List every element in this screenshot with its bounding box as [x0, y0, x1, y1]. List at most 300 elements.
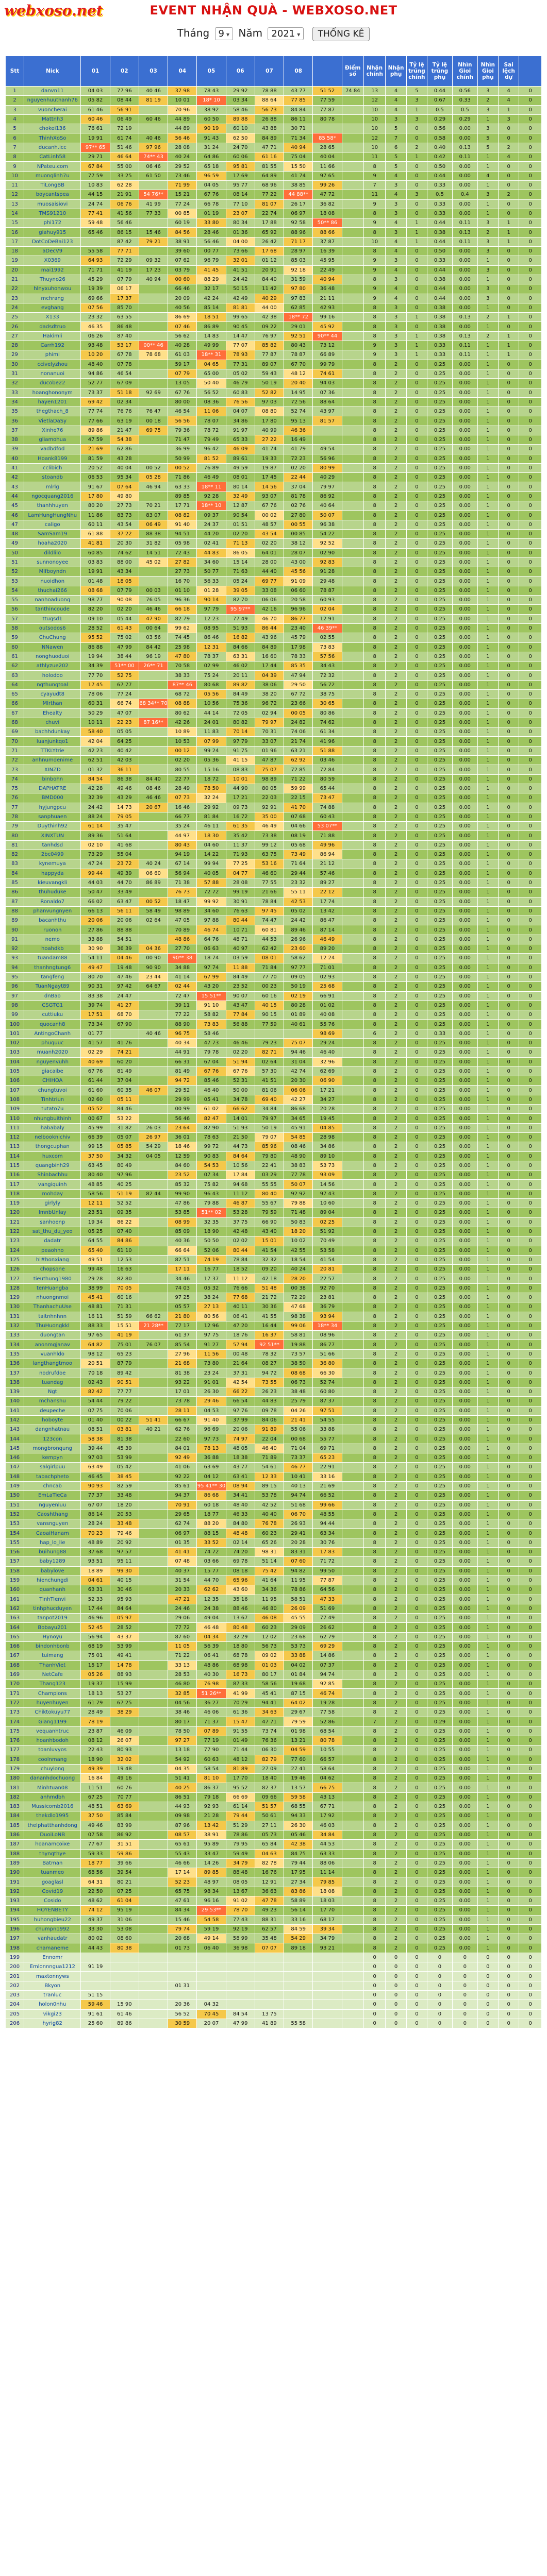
nick-link[interactable]: kieuvangkli [24, 878, 81, 887]
nick-link[interactable]: vansnguyen [24, 1519, 81, 1529]
nick-link[interactable]: tuandam88 [24, 954, 81, 963]
prediction-cell: 40 97 [226, 944, 255, 954]
nick-link[interactable]: quanhanh [24, 1585, 81, 1595]
nick-link[interactable]: Giang1199 [24, 1717, 81, 1726]
nick-link[interactable]: langthangtmoo [24, 1359, 81, 1368]
nick-link[interactable]: DAPHATRE [24, 784, 81, 793]
nick-link[interactable]: outsodos6 [24, 623, 81, 633]
nick-link[interactable]: nodrufdoe [24, 1368, 81, 1378]
stat-cell: 2 [386, 680, 406, 689]
nick-link[interactable]: Duythinh92 [24, 822, 81, 831]
stat-cell: 8 [363, 473, 385, 482]
nick-link[interactable]: tenHuangba [24, 1283, 81, 1293]
month-select[interactable] [215, 27, 233, 40]
prediction-cell: 24 82 [284, 718, 313, 727]
nick-link[interactable]: nelbooknichiv [24, 1132, 81, 1142]
nick-link[interactable]: boycantspea [24, 190, 81, 199]
nick-link[interactable]: NNawen [24, 642, 81, 652]
stat-cell [342, 454, 363, 463]
stat-cell: 1 [477, 878, 498, 887]
nick-link[interactable]: babylove [24, 1566, 81, 1575]
prediction-cell: 50 19 [255, 379, 284, 388]
nick-link[interactable]: kynemuya [24, 859, 81, 869]
prediction-cell [168, 1972, 197, 1981]
nick-link[interactable]: happyda [24, 869, 81, 878]
stat-cell: 0.25 [427, 1105, 453, 1114]
prediction-cell: 68 17 [313, 1915, 342, 1924]
nick-link[interactable]: Minhtuan08 [24, 1783, 81, 1792]
prediction-cell: 23 64 [168, 1123, 197, 1132]
nick-link[interactable]: TTKLYtrie [24, 746, 81, 755]
nick-link[interactable]: EmLaTieCa [24, 1491, 81, 1500]
nick-link[interactable]: toanluvyos [24, 1745, 81, 1755]
nick-link[interactable]: LamHungHungNhu [24, 511, 81, 520]
nick-link[interactable]: baby1289 [24, 1557, 81, 1566]
nick-link[interactable]: bindonhbonb [24, 1641, 81, 1651]
nick-link[interactable]: thyngthye [24, 1849, 81, 1858]
nick-link[interactable]: cclibich [24, 463, 81, 472]
nick-link[interactable]: cuttiuku [24, 1010, 81, 1020]
nick-link[interactable]: holodoo [24, 671, 81, 680]
nick-link[interactable]: vikgi23 [24, 2009, 81, 2019]
nick-link[interactable]: thanhngtung6 [24, 963, 81, 972]
nick-link[interactable]: NPateu.com [24, 162, 81, 171]
nick-link[interactable]: tabachpheto [24, 1472, 81, 1481]
nick-link[interactable]: dadsdtruo [24, 322, 81, 331]
nick-link[interactable]: stoandb [24, 473, 81, 482]
nick-link[interactable]: coolnmang [24, 1755, 81, 1764]
stat-cell: 0.00 [452, 1161, 477, 1170]
nick-link[interactable]: giacaibe [24, 1066, 81, 1076]
nick-link[interactable]: ttugsd1 [24, 614, 81, 623]
prediction-cell: 60 31 [81, 699, 110, 708]
nick-link[interactable]: TuanNgayt89 [24, 982, 81, 991]
prediction-cell: 73 74 [255, 1726, 284, 1736]
nick-link[interactable]: tieuthung1980 [24, 1274, 81, 1283]
row-number: 188 [6, 1849, 24, 1858]
nick-link[interactable]: danvn11 [24, 87, 81, 96]
nick-link[interactable]: peaohno [24, 1246, 81, 1255]
prediction-cell: 30 91 [226, 897, 255, 906]
nick-link[interactable]: 2bc0499 [24, 850, 81, 859]
nick-link[interactable]: Cosido [24, 1896, 81, 1906]
nick-link[interactable]: athlyzue202 [24, 662, 81, 671]
prediction-cell: 44 14 [197, 708, 226, 718]
nick-link[interactable]: Covid19 [24, 1887, 81, 1896]
nick-link[interactable]: tangfeng [24, 972, 81, 981]
nick-link[interactable]: thongcuphan [24, 1142, 81, 1151]
nick-link[interactable]: dananhdochuong [24, 1774, 81, 1783]
prediction-cell: 49 23 [255, 1906, 284, 1915]
nick-link[interactable]: ngocquang2016 [24, 492, 81, 501]
stat-cell: 0 [519, 954, 542, 963]
nick-link[interactable]: holon0nhu [24, 2000, 81, 2009]
nick-link[interactable]: Xinhe76 [24, 426, 81, 435]
nick-link[interactable]: Ngt [24, 1387, 81, 1396]
stat-cell: 2 [386, 1010, 406, 1020]
nick-link[interactable]: hlnyxuhonwou [24, 284, 81, 294]
stat-cell: 1 [477, 1302, 498, 1312]
nick-link[interactable]: thanhhuyen [24, 501, 81, 511]
table-row [6, 1934, 542, 1943]
nick-link[interactable]: huhongbieu22 [24, 1915, 81, 1924]
nick-link[interactable]: caligo [24, 520, 81, 529]
nick-link[interactable]: maxtonnyws [24, 1972, 81, 1981]
stat-cell: 0 [406, 369, 427, 378]
prediction-cell: 88 00 [110, 557, 139, 567]
stat-cell: 0 [406, 1415, 427, 1425]
nick-link[interactable]: Batman [24, 1858, 81, 1868]
nick-link[interactable]: girlyly [24, 1199, 81, 1208]
nick-link[interactable]: thegthach_8 [24, 407, 81, 416]
prediction-cell: 72 32 [313, 671, 342, 680]
prediction-cell: 75 42 [255, 1566, 284, 1575]
nick-link[interactable]: anonmgjanav [24, 1340, 81, 1349]
nick-link[interactable]: hayen1201 [24, 397, 81, 406]
nick-link[interactable]: DuoiLoNB [24, 1830, 81, 1839]
nick-link[interactable]: chuvi [24, 718, 81, 727]
nick-link[interactable]: Mattnh3 [24, 114, 81, 124]
prediction-cell: 60 85 [81, 548, 110, 557]
nick-link[interactable]: VietlaDaSy [24, 416, 81, 426]
nick-link[interactable]: hoanhbodoh [24, 1736, 81, 1745]
nick-link[interactable]: quangbinh29 [24, 1161, 81, 1170]
nick-link[interactable]: Champions [24, 1689, 81, 1698]
prediction-cell: 39 05 [226, 586, 255, 595]
nick-link[interactable]: hap_lo_lie [24, 1538, 81, 1547]
stat-cell: 0 [519, 1246, 542, 1255]
nick-link[interactable]: chumpn1992 [24, 1924, 81, 1934]
nick-link[interactable]: vuoncherai [24, 105, 81, 114]
prediction-cell: 37 50 [81, 1811, 110, 1821]
nick-link[interactable]: vadbdfod [24, 445, 81, 454]
nick-link[interactable]: Caoshthang [24, 1510, 81, 1519]
nick-link[interactable]: Bobayu201 [24, 1623, 81, 1632]
stat-cell: 1 [477, 501, 498, 511]
nick-link[interactable]: mongbronqung [24, 1444, 81, 1453]
stat-cell: 0 [406, 1595, 427, 1604]
stat-cell: 2 [386, 1114, 406, 1123]
year-select[interactable] [268, 27, 304, 40]
nick-link[interactable]: phuquuc [24, 1038, 81, 1047]
prediction-cell: 49 54 [313, 445, 342, 454]
nick-link[interactable]: salgirlpuu [24, 1463, 81, 1472]
table-row [6, 1151, 542, 1161]
prediction-cell: 05 26 [81, 1670, 110, 1679]
nick-link[interactable]: tinhphucduyen [24, 1604, 81, 1613]
nick-link[interactable]: chungtuvoi [24, 1086, 81, 1095]
prediction-cell [226, 1962, 255, 1972]
nick-link[interactable]: Hynoyu [24, 1632, 81, 1641]
stat-cell: 0 [406, 1283, 427, 1293]
nick-link[interactable]: thekdlo1995 [24, 1811, 81, 1821]
nick-link[interactable]: BMD000 [24, 793, 81, 803]
nick-link[interactable]: chuylong [24, 1764, 81, 1773]
prediction-cell [139, 1924, 168, 1934]
nick-link[interactable]: hoahdkb [24, 944, 81, 954]
prediction-cell: 11 14 [313, 1868, 342, 1877]
nick-link[interactable]: XINZD [24, 765, 81, 774]
row-number: 170 [6, 1680, 24, 1689]
nick-link[interactable]: tanhdsd [24, 840, 81, 850]
stat-cell: 0 [406, 793, 427, 803]
nick-link[interactable]: ThuHuongkkl [24, 1321, 81, 1330]
nick-link[interactable]: ThinhXoSo [24, 133, 81, 143]
prediction-cell: 66 52 [313, 1491, 342, 1500]
row-number: 59 [6, 633, 24, 642]
nick-link[interactable]: Hoank8199 [24, 454, 81, 463]
nick-link[interactable]: muosaisiovi [24, 199, 81, 209]
prediction-cell: 26 97 [139, 1132, 168, 1142]
stat-cell: 0.25 [427, 850, 453, 859]
nick-link[interactable]: tanpot2019 [24, 1614, 81, 1623]
nick-link[interactable]: muanh2020 [24, 1048, 81, 1057]
nick-link[interactable]: nemo [24, 935, 81, 944]
nick-link[interactable]: 123con [24, 1434, 81, 1444]
stat-cell: 0 [477, 1962, 498, 1972]
nick-link[interactable]: anhnumdenime [24, 756, 81, 765]
nick-link[interactable]: Chiktokuyu77 [24, 1708, 81, 1717]
stat-cell: 2 [386, 1877, 406, 1887]
table-row [6, 1444, 542, 1453]
nick-link[interactable]: nguyenvuhh [24, 1057, 81, 1066]
nick-link[interactable]: X133 [24, 313, 81, 322]
nick-link[interactable]: dangnhatnau [24, 1425, 81, 1434]
nick-link[interactable]: ruonon [24, 925, 81, 935]
nick-link[interactable]: AntingoChanh [24, 1029, 81, 1038]
stat-cell: 0 [406, 954, 427, 963]
nick-link[interactable]: phimi [24, 350, 81, 360]
nick-link[interactable]: sunnonoyee [24, 557, 81, 567]
nick-link[interactable]: nguyenluu [24, 1500, 81, 1510]
nick-link[interactable]: mai1992 [24, 265, 81, 275]
stat-cell: 1 [477, 727, 498, 737]
nick-link[interactable]: bachhdunkay [24, 727, 81, 737]
table-row [6, 1830, 542, 1839]
nick-link[interactable]: evghang [24, 303, 81, 312]
nick-link[interactable]: Thang123 [24, 1680, 81, 1689]
nick-link[interactable]: NetCafe [24, 1670, 81, 1679]
nick-link[interactable]: nguyenhuuthanh76 [24, 96, 81, 105]
nick-link[interactable]: dnBao [24, 991, 81, 1001]
nick-link[interactable]: X0369 [24, 256, 81, 265]
stat-cell: 0 [519, 1349, 542, 1359]
stat-cell: 0 [406, 1293, 427, 1302]
nick-link[interactable]: dadatr [24, 1236, 81, 1246]
nick-link[interactable]: chamaneme [24, 1943, 81, 1953]
nick-link[interactable]: hl#honxiang [24, 1255, 81, 1264]
stat-cell: 2 [386, 1151, 406, 1161]
nick-link[interactable]: XINXTUN [24, 831, 81, 840]
nick-link[interactable]: Mlfboyndn [24, 567, 81, 577]
nick-link[interactable]: sanhoenp [24, 1217, 81, 1227]
nick-link[interactable]: tutato7u [24, 1105, 81, 1114]
nick-link[interactable]: mohday [24, 1189, 81, 1198]
nick-link[interactable]: CatLinh58 [24, 152, 81, 162]
table-row [6, 1529, 542, 1538]
nick-link[interactable]: TiLongBB [24, 180, 81, 190]
nick-link[interactable]: binbohn [24, 774, 81, 784]
nick-link[interactable]: ChuChung [24, 633, 81, 642]
nick-link[interactable]: tranluc [24, 1990, 81, 1999]
nick-link[interactable]: thuhuduke [24, 888, 81, 897]
nick-link[interactable]: TMS91210 [24, 209, 81, 218]
nick-link[interactable]: duongtan [24, 1331, 81, 1340]
nick-link[interactable]: sanphuaen [24, 812, 81, 821]
nick-link[interactable]: SamSam19 [24, 529, 81, 538]
stat-cell: 1 [477, 1274, 498, 1283]
nick-link[interactable]: giahuy915 [24, 228, 81, 237]
prediction-cell: 47 61 [168, 1896, 197, 1906]
row-number: 34 [6, 397, 24, 406]
nick-link[interactable]: ccivelyzhou [24, 360, 81, 369]
nick-link[interactable]: nonghuoduoi [24, 652, 81, 661]
nick-link[interactable]: hoaha2020 [24, 539, 81, 548]
stat-cell: 0 [498, 1227, 519, 1236]
nick-link[interactable]: anhmdbh [24, 1792, 81, 1802]
stat-cell: 8 [363, 774, 385, 784]
prediction-cell: 70 18 [81, 1368, 110, 1378]
nick-link[interactable]: huxcom [24, 1151, 81, 1161]
prediction-cell: 18 74 [197, 954, 226, 963]
nick-link[interactable]: Mussicomb2016 [24, 1802, 81, 1811]
nick-link[interactable]: ducobe22 [24, 379, 81, 388]
prediction-cell: 80 44 [226, 1246, 255, 1255]
nick-link[interactable]: huyenhuyen [24, 1698, 81, 1707]
nick-link[interactable]: DotCoDeBai123 [24, 237, 81, 246]
prediction-cell: 40 99 [255, 426, 284, 435]
nick-link[interactable]: ThanhachuUse [24, 1302, 81, 1312]
nick-link[interactable]: aDecV9 [24, 247, 81, 256]
stat-cell: 0 [452, 2000, 477, 2009]
nick-link[interactable]: mchanshu [24, 1397, 81, 1406]
nick-link[interactable]: luanjunkqo1 [24, 737, 81, 746]
prediction-cell: 02 14 [226, 1538, 255, 1547]
nick-link[interactable]: tanthincoude [24, 605, 81, 614]
nick-link[interactable]: hyjungpcu [24, 803, 81, 812]
nick-link[interactable]: tuanmeo [24, 1868, 81, 1877]
nick-link[interactable]: Mlrthan [24, 699, 81, 708]
nick-link[interactable]: thuchai266 [24, 586, 81, 595]
stat-cell: 8 [363, 822, 385, 831]
stat-cell: 0 [406, 1189, 427, 1198]
nick-link[interactable]: cyayudt8 [24, 690, 81, 699]
prediction-cell: 96 59 [197, 171, 226, 180]
nick-link[interactable]: hoanamcoixe [24, 1840, 81, 1849]
prediction-cell: 40 24 [284, 1265, 313, 1274]
prediction-cell: 29 01 [284, 322, 313, 331]
nick-link[interactable]: nhungbuithinh [24, 1114, 81, 1123]
prediction-cell: 56 94 [81, 1632, 110, 1641]
nick-link[interactable]: bacanhthu [24, 916, 81, 925]
nick-link[interactable]: Shinbachhu [24, 1171, 81, 1180]
nick-link[interactable]: chopsone [24, 1265, 81, 1274]
nick-link[interactable]: dildlilo [24, 548, 81, 557]
nick-link[interactable]: vangiquinh [24, 1180, 81, 1189]
nick-link[interactable]: mchrang [24, 294, 81, 303]
stat-cell: 8 [363, 1943, 385, 1953]
nick-link[interactable]: mlrlg [24, 482, 81, 492]
stat-cell: 0 [406, 1943, 427, 1953]
nick-link[interactable]: Emlonnngua1212 [24, 1962, 81, 1972]
nick-link[interactable]: CaoaiHanam [24, 1529, 81, 1538]
statistics-button[interactable]: THỐNG KÊ [312, 27, 370, 41]
nick-link[interactable]: TinhTienvi [24, 1595, 81, 1604]
prediction-cell: 48 51 [81, 1802, 110, 1811]
prediction-cell: 18 46 [168, 1142, 197, 1151]
nick-link[interactable]: phi172 [24, 218, 81, 228]
prediction-cell: 50 29 [81, 708, 110, 718]
stat-cell [342, 1151, 363, 1161]
prediction-cell: 23 52 [168, 1171, 197, 1180]
nick-link[interactable]: Ronaldo7 [24, 897, 81, 906]
nick-link[interactable]: ducanh.icc [24, 143, 81, 152]
nick-link[interactable]: Thuyno26 [24, 275, 81, 284]
stat-cell: 0 [498, 1378, 519, 1387]
nick-link[interactable]: goaglasl [24, 1877, 81, 1887]
nick-link[interactable]: hienchungdi [24, 1575, 81, 1585]
row-number: 192 [6, 1887, 24, 1896]
nick-link[interactable]: hoanghononym [24, 388, 81, 397]
nick-link[interactable]: chncab [24, 1481, 81, 1490]
nick-link[interactable]: sat_thu_du_yeo [24, 1227, 81, 1236]
nick-link[interactable]: ImnbUnlay [24, 1208, 81, 1217]
nick-link[interactable]: nuoidhon [24, 577, 81, 586]
stat-cell: 1 [477, 1312, 498, 1321]
nick-link[interactable]: ThanhViet [24, 1660, 81, 1670]
nick-link[interactable]: HOYENBETY [24, 1906, 81, 1915]
nick-link[interactable]: vanhaudatr [24, 1934, 81, 1943]
prediction-cell: 42 48 [226, 1227, 255, 1236]
nick-link[interactable]: CSGTG1 [24, 1001, 81, 1010]
nick-link[interactable]: hababaly [24, 1123, 81, 1132]
nick-link[interactable]: Bkyon [24, 1981, 81, 1990]
nick-link[interactable]: nonanuoi [24, 369, 81, 378]
nick-link[interactable]: phanvungnyen [24, 906, 81, 916]
nick-link[interactable]: muonglinh7u [24, 171, 81, 180]
prediction-cell: 34 86 [313, 1142, 342, 1151]
nick-link[interactable]: quocanh8 [24, 1020, 81, 1029]
nick-link[interactable]: CHIHOA [24, 1076, 81, 1086]
nick-link[interactable]: vuanhldo [24, 1349, 81, 1359]
nick-link[interactable]: theIphatthanhdong [24, 1821, 81, 1830]
nick-link[interactable]: hoboyte [24, 1415, 81, 1425]
nick-link[interactable]: Ehealty [24, 708, 81, 718]
nick-link[interactable]: buihung88 [24, 1548, 81, 1557]
nick-link[interactable]: taitnhnhnn [24, 1312, 81, 1321]
nick-link[interactable]: chokei136 [24, 124, 81, 133]
nick-link[interactable]: nanhoaduong [24, 596, 81, 605]
nick-link[interactable]: Tinhtriun [24, 1095, 81, 1104]
nick-link[interactable]: Hakimli [24, 331, 81, 341]
stat-cell: 8 [363, 1340, 385, 1349]
nick-link[interactable]: gliamohua [24, 435, 81, 444]
nick-link[interactable]: vequanhtruc [24, 1726, 81, 1736]
nick-link[interactable]: ngthungtoal [24, 680, 81, 689]
stat-cell: 1 [477, 435, 498, 444]
nick-link[interactable]: nhuongnmoi [24, 1293, 81, 1302]
stat-cell: 1 [477, 1057, 498, 1066]
prediction-cell: 03 83 [81, 557, 110, 567]
nick-link[interactable]: Carrh192 [24, 341, 81, 350]
nick-link[interactable]: deupeche [24, 1406, 81, 1415]
nick-link[interactable]: kempyn [24, 1453, 81, 1463]
nick-link[interactable]: tuimang [24, 1651, 81, 1660]
nick-link[interactable]: tuandag [24, 1378, 81, 1387]
stat-cell: 0 [498, 1434, 519, 1444]
nick-link[interactable]: hyrig82 [24, 2019, 81, 2028]
nick-link[interactable]: Ennomr [24, 1953, 81, 1962]
